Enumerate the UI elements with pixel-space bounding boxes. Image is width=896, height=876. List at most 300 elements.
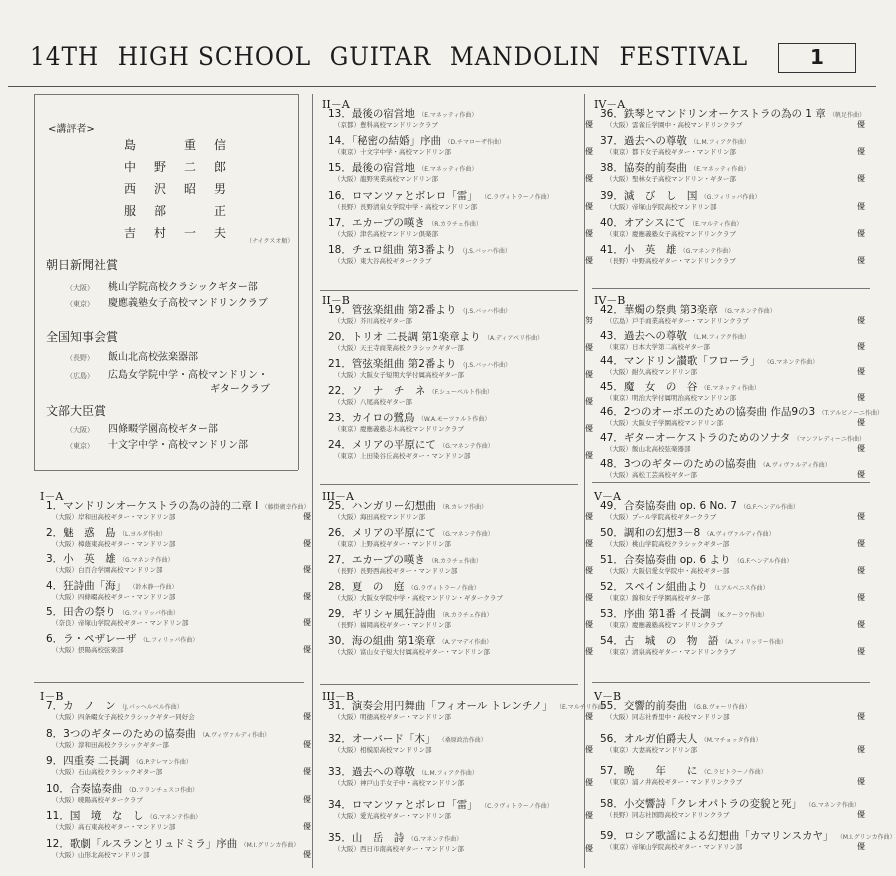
item-group-line bbox=[600, 343, 865, 351]
item-group-line bbox=[600, 567, 865, 575]
header bbox=[0, 0, 886, 82]
performing-group: （東京）浦ノ井高校ギター・マンドリンクラブ bbox=[606, 778, 743, 786]
program-item bbox=[328, 304, 593, 330]
rank-badge: 優 bbox=[585, 201, 593, 211]
composer: （C.ラヴィトラーノ作曲） bbox=[481, 193, 553, 201]
performing-group: （東京）清泉高校ギター・マンドリンクラブ bbox=[606, 648, 736, 656]
rank-badge: 優 bbox=[585, 174, 593, 184]
program-item bbox=[600, 700, 865, 726]
item-title-line bbox=[600, 190, 865, 203]
item-title-line bbox=[600, 765, 865, 778]
judges-note: （ナイクスオ順） bbox=[246, 238, 294, 245]
item-title-line bbox=[600, 700, 865, 713]
piece-title: 14．「秘密の結婚」序曲 bbox=[328, 135, 442, 148]
piece-title: 20．トリオ 二長調 第1楽章より bbox=[328, 331, 481, 343]
section-label: II－A bbox=[322, 98, 350, 111]
performing-group: （大阪）樟蔭東高校ギター・マンドリン部 bbox=[52, 539, 176, 548]
rank-badge: 優 bbox=[857, 228, 865, 238]
award-school: 広島女学院中学・高校マンドリン・ bbox=[108, 370, 268, 381]
item-title-line bbox=[328, 766, 593, 779]
performing-group: （東京）都下女子高校ギター・マンドリン部 bbox=[606, 148, 736, 157]
performing-group: （奈良）帝塚山学院高校ギター・マンドリン部 bbox=[52, 619, 189, 627]
item-title-line bbox=[46, 553, 311, 566]
piece-title: 22．ソ ナ チ ネ bbox=[328, 385, 426, 397]
item-title-line bbox=[328, 108, 593, 121]
rank-badge: 優 bbox=[857, 392, 865, 402]
performing-group: （東京）上田染谷丘高校ギター・マンドリン部 bbox=[334, 452, 471, 460]
composer: （J.S.バッハ作曲） bbox=[459, 308, 512, 315]
performing-group: （大阪）飯山北高校弦楽器部 bbox=[606, 445, 691, 453]
rank-badge: 優 bbox=[303, 739, 311, 749]
performing-group: （大阪）大阪女子短期大学付属高校ギター部 bbox=[334, 371, 464, 379]
performing-group: （大阪）大阪信愛女学院中・高校ギター部 bbox=[606, 567, 730, 575]
item-title-line bbox=[600, 304, 865, 317]
item-group-line bbox=[328, 148, 593, 156]
program-item bbox=[328, 581, 593, 607]
award-entry bbox=[66, 348, 198, 363]
item-group-line bbox=[600, 148, 865, 156]
award-school: 飯山北高校弦楽器部 bbox=[108, 352, 198, 363]
program-item bbox=[328, 554, 593, 580]
item-group-line bbox=[46, 619, 311, 627]
piece-title: 53．序曲 第1番 イ長調 bbox=[600, 608, 711, 620]
piece-title: 26．メリアの平原にて bbox=[328, 527, 436, 539]
piece-title: 38．協奏的前奏曲 bbox=[600, 162, 687, 175]
composer: （E.マネッティ作曲） bbox=[700, 384, 760, 392]
item-title-line bbox=[328, 217, 593, 230]
piece-title: 35．山 岳 詩 bbox=[328, 832, 405, 844]
program-item bbox=[328, 527, 593, 553]
program-item bbox=[600, 581, 865, 607]
item-group-line bbox=[328, 713, 593, 721]
performing-group: （大阪）耐久高校マンドリン部 bbox=[606, 368, 697, 377]
rank-badge: 優 bbox=[303, 538, 311, 548]
item-title-line bbox=[600, 162, 865, 175]
performing-group: （東京）錦和女子学園高校ギター部 bbox=[606, 594, 710, 602]
piece-title: 39．滅 び し 国 bbox=[600, 189, 698, 202]
program-item bbox=[328, 190, 593, 216]
piece-title: 28．夏 の 庭 bbox=[328, 581, 405, 593]
item-group-line bbox=[328, 845, 593, 853]
rank-badge: 優 bbox=[585, 228, 593, 238]
rank-badge: 優 bbox=[585, 120, 593, 129]
piece-title: 25．ハンガリー幻想曲 bbox=[328, 500, 436, 512]
item-group-line bbox=[600, 203, 865, 211]
section-divider bbox=[320, 684, 578, 685]
title-word: GUITAR bbox=[329, 42, 432, 71]
title-word: HIGH SCHOOL bbox=[117, 42, 312, 71]
composer: （I.アルベニス作曲） bbox=[711, 585, 769, 592]
program-item bbox=[328, 500, 593, 526]
program-item bbox=[600, 608, 865, 634]
piece-title: 32．オーバード「木」 bbox=[328, 733, 436, 745]
rank-badge: 優 bbox=[857, 341, 865, 351]
composer: （G.フィリッパ作曲） bbox=[700, 193, 761, 201]
judge-name: 西沢昭男 bbox=[124, 182, 245, 196]
item-group-line bbox=[328, 594, 593, 602]
section-label: V－A bbox=[594, 490, 621, 503]
item-group-line bbox=[600, 811, 865, 819]
award-entry bbox=[66, 366, 268, 381]
composer: （J.S.バッハ作曲） bbox=[459, 362, 512, 369]
composer: （T.アルビノーニ作曲） bbox=[818, 410, 883, 418]
program-item bbox=[328, 439, 593, 465]
composer: （マンフレディーニ作曲） bbox=[793, 436, 866, 443]
program-item bbox=[600, 406, 883, 432]
program-item bbox=[600, 190, 865, 216]
item-title-line bbox=[600, 581, 865, 594]
composer: （鈴木静一作曲） bbox=[129, 583, 178, 591]
rank-badge: 優 bbox=[857, 418, 865, 428]
composer: （J.パッヘルベル作曲） bbox=[119, 704, 183, 711]
section-label: III－A bbox=[322, 490, 354, 503]
composer: （L.ヨルダ作曲） bbox=[119, 530, 167, 538]
section-divider bbox=[320, 484, 578, 485]
piece-title: 8．3つのギターのための協奏曲 bbox=[46, 727, 196, 740]
program-item bbox=[600, 432, 865, 458]
composer: （J.S.バッハ作曲） bbox=[459, 248, 511, 255]
item-group-line bbox=[600, 317, 865, 325]
item-group-line bbox=[600, 471, 865, 479]
item-title-line bbox=[600, 108, 865, 121]
performing-group: （大阪）四條畷高校ギター・マンドリン部 bbox=[52, 592, 176, 601]
item-group-line bbox=[328, 121, 593, 129]
rank-badge: 優 bbox=[857, 842, 865, 851]
performing-group: （長野）長野西高校ギター・マンドリン部 bbox=[334, 567, 458, 575]
item-group-line bbox=[600, 513, 865, 521]
rank-badge: 優 bbox=[303, 618, 311, 627]
performing-group: （大阪）淳和田高校クラシックギター部 bbox=[52, 740, 169, 749]
piece-title: 49．合奏協奏曲 op. 6 No. 7 bbox=[600, 500, 737, 512]
item-title-line bbox=[600, 830, 896, 843]
rank-badge: 優 bbox=[857, 777, 865, 786]
program-item bbox=[600, 554, 865, 580]
composer: （G.F.ヘンデル作曲） bbox=[733, 558, 793, 565]
performing-group: （大阪）東大谷高校ギタークラブ bbox=[334, 257, 432, 265]
piece-title: 41．小 英 雄 bbox=[600, 244, 677, 256]
piece-title: 11．国 境 な し bbox=[46, 810, 144, 822]
composer: （桑原政治作曲） bbox=[438, 737, 487, 744]
program-item bbox=[600, 798, 865, 824]
rank-badge: 優 bbox=[857, 316, 865, 325]
piece-title: 50．調和の幻想3－8 bbox=[600, 527, 701, 539]
performing-group: （大阪）同志社香里中・高校マンドリン部 bbox=[606, 713, 730, 721]
title-word: FESTIVAL bbox=[619, 42, 749, 71]
performing-group: （大阪）龍野実業高校マンドリン部 bbox=[334, 175, 438, 184]
composer: （E.マネッティ作曲） bbox=[690, 166, 750, 174]
item-group-line bbox=[46, 768, 311, 776]
program-item bbox=[328, 733, 593, 759]
rank-badge: 優 bbox=[585, 593, 593, 602]
rank-badge: 優 bbox=[303, 565, 311, 574]
performing-group: （大阪）四条畷女子高校クラシックギター同好会 bbox=[52, 713, 195, 721]
rank-badge: 優 bbox=[585, 620, 593, 629]
piece-title: 44．マンドリン讃歌「フローラ」 bbox=[600, 355, 761, 368]
item-title-line bbox=[600, 608, 865, 621]
judges-box-left bbox=[34, 94, 35, 470]
piece-title: 27．エカーブの嘆き bbox=[328, 554, 425, 566]
performing-group: （大阪）高松工芸高校ギター部 bbox=[606, 470, 697, 479]
program-item bbox=[328, 331, 593, 357]
performing-group: （大阪）神戸山手女子中・高校マンドリン部 bbox=[334, 779, 464, 787]
item-title-line bbox=[46, 810, 311, 823]
piece-title: 54．古 城 の 物 語 bbox=[600, 635, 719, 647]
program-item bbox=[328, 385, 593, 411]
program-item bbox=[328, 108, 593, 134]
composer: （G.マネンテ作曲） bbox=[763, 359, 819, 367]
item-group-line bbox=[328, 452, 593, 460]
item-group-line bbox=[328, 175, 593, 183]
composer: （L.M.フィアク作曲） bbox=[690, 139, 750, 147]
composer: （R.カラチェ作曲） bbox=[439, 612, 493, 619]
performing-group: （大阪）聖林女子高校マンドリン・ギター部 bbox=[606, 175, 736, 184]
item-group-line bbox=[600, 746, 865, 754]
item-title-line bbox=[46, 633, 311, 646]
item-group-line bbox=[46, 796, 311, 804]
piece-title: 45．魔 女 の 谷 bbox=[600, 380, 698, 393]
title-word: MANDOLIN bbox=[449, 42, 601, 71]
performing-group: （大阪）山形北高校マンドリン部 bbox=[52, 850, 150, 859]
item-title-line bbox=[600, 406, 883, 419]
item-group-line bbox=[328, 317, 593, 325]
item-title-line bbox=[46, 783, 311, 796]
judge-name: 服部 正 bbox=[124, 204, 245, 218]
rank-badge: 優 bbox=[857, 120, 865, 129]
composer: （A.フィリッリー作曲） bbox=[721, 639, 787, 646]
award-title: 朝日新聞社賞 bbox=[46, 258, 119, 272]
item-group-line bbox=[328, 425, 593, 433]
composer: （G.マネンテ作曲） bbox=[805, 801, 860, 809]
rank-badge: 優 bbox=[857, 469, 865, 479]
rank-badge: 優 bbox=[303, 512, 311, 521]
item-group-line bbox=[46, 513, 311, 521]
item-title-line bbox=[328, 162, 593, 175]
rank-badge: 努 bbox=[585, 316, 593, 325]
item-group-line bbox=[328, 567, 593, 575]
item-title-line bbox=[600, 733, 865, 746]
item-title-line bbox=[328, 135, 593, 148]
program-item bbox=[328, 766, 593, 792]
item-group-line bbox=[328, 398, 593, 406]
award-title: 全国知事会賞 bbox=[46, 330, 119, 344]
composer: （F.シューベルト作曲） bbox=[428, 389, 493, 396]
item-group-line bbox=[328, 648, 593, 656]
award-school: 慶應義塾女子高校マンドリンクラブ bbox=[108, 298, 268, 309]
rank-badge: 優 bbox=[585, 712, 593, 721]
program-item bbox=[600, 108, 865, 134]
piece-title: 34．ロマンツァとボレロ「雷」 bbox=[328, 799, 478, 811]
region-tag: （大阪） bbox=[66, 284, 94, 292]
performing-group: （大阪）摂陽高校弦楽部 bbox=[52, 645, 124, 654]
rank-badge: 優 bbox=[303, 644, 311, 654]
award-entry bbox=[210, 380, 270, 395]
piece-title: 52．スペイン組曲より bbox=[600, 581, 708, 593]
item-title-line bbox=[46, 700, 311, 713]
piece-title: 36．鉄琴とマンドリンオーケストラの為の 1 章 bbox=[600, 108, 826, 120]
performing-group: （大阪）高石東高校ギター・マンドリン部 bbox=[52, 823, 176, 831]
title-word: 14TH bbox=[30, 42, 100, 71]
item-group-line bbox=[600, 648, 865, 656]
region-tag: （長野） bbox=[66, 354, 94, 362]
award-school: 桃山学院高校クラシックギター部 bbox=[108, 282, 258, 293]
composer: （G.F.ヘンデル作曲） bbox=[740, 504, 799, 511]
rank-badge: 優 bbox=[857, 147, 865, 157]
program-item bbox=[46, 580, 311, 606]
performing-group: （大阪）石山高校クラシックギター部 bbox=[52, 768, 163, 776]
program-item bbox=[46, 783, 311, 809]
rank-badge: 優 bbox=[303, 794, 311, 804]
program-item bbox=[46, 633, 311, 659]
performing-group: （長野）福岡高校ギター・マンドリン部 bbox=[334, 621, 451, 629]
composer: （L.M.フィアク作曲） bbox=[418, 770, 478, 777]
item-group-line bbox=[46, 566, 311, 574]
performing-group: （大阪）愛光高校ギター・マンドリン部 bbox=[334, 812, 451, 820]
rank-badge: 優 bbox=[857, 809, 865, 819]
composer: （A.アマデイ作曲） bbox=[438, 639, 493, 646]
program-item bbox=[600, 458, 865, 484]
piece-title: 1．マンドリンオーケストラの為の詩的二章 I bbox=[46, 500, 259, 512]
item-group-line bbox=[600, 230, 865, 238]
composer: （L.M.フィアク作曲） bbox=[690, 333, 750, 341]
section-label: I－B bbox=[40, 690, 64, 703]
composer: （M.マチョッタ作曲） bbox=[700, 736, 762, 744]
judge-name: 島 重信 bbox=[124, 138, 245, 152]
performing-group: （大阪）大阪女学院中学・高校マンドリン・ギタークラブ bbox=[334, 594, 503, 602]
piece-title: 30．海の組曲 第1楽章 bbox=[328, 635, 436, 647]
composer: （G.マネンテ作曲） bbox=[721, 308, 776, 315]
item-title-line bbox=[46, 838, 311, 851]
composer: （G.マネンテ作曲） bbox=[146, 814, 202, 821]
item-group-line bbox=[328, 344, 593, 352]
rank-badge: 優 bbox=[585, 451, 593, 460]
composer: （R.カラチェ作曲） bbox=[428, 220, 482, 228]
performing-group: （東京）慶應義塾高校マンドリンクラブ bbox=[606, 621, 723, 629]
item-title-line bbox=[328, 733, 593, 746]
piece-title: 6．ラ・ペザレーザ bbox=[46, 632, 137, 645]
piece-title: 12．歌劇「ルスランとリュドミラ」序曲 bbox=[46, 837, 238, 850]
rank-badge: 優 bbox=[585, 539, 593, 548]
item-title-line bbox=[600, 458, 865, 471]
composer: （M.I.グリンカ作曲） bbox=[836, 834, 896, 841]
rank-badge: 優 bbox=[857, 744, 865, 754]
item-group-line bbox=[46, 540, 311, 548]
rank-badge: 優 bbox=[585, 147, 593, 157]
piece-title: 13．最後の宿営地 bbox=[328, 108, 415, 120]
item-title-line bbox=[46, 755, 311, 768]
performing-group: （大阪）西日市南高校ギター・マンドリン部 bbox=[334, 845, 464, 853]
piece-title: 42．華燭の祭典 第3楽章 bbox=[600, 304, 718, 316]
region-tag: （東京） bbox=[66, 442, 94, 450]
section-label: IV－A bbox=[594, 98, 626, 111]
program-item bbox=[600, 500, 865, 526]
rank-badge: 優 bbox=[585, 647, 593, 656]
rank-badge: 優 bbox=[857, 444, 865, 453]
composer: （K.クーラウ作曲） bbox=[714, 612, 768, 619]
piece-title: 51．合奏協奏曲 op. 6 より bbox=[600, 554, 731, 566]
program-item bbox=[328, 799, 593, 825]
piece-title: 4．狂詩曲「海」 bbox=[46, 579, 127, 592]
performing-group: （長野）長野清泉女学院中学・高校マンドリン部 bbox=[334, 202, 477, 211]
section-divider bbox=[592, 682, 870, 683]
item-group-line bbox=[328, 230, 593, 238]
program-item bbox=[600, 217, 865, 243]
piece-title: 23．カイロの鷺鳥 bbox=[328, 412, 415, 424]
program-item bbox=[600, 733, 865, 759]
item-group-line bbox=[600, 778, 865, 786]
performing-group: （大阪）岸和田高校ギター・マンドリン部 bbox=[52, 513, 176, 521]
composer: （C.ラヴィトラーノ作曲） bbox=[481, 803, 553, 810]
program-item bbox=[328, 135, 593, 161]
item-group-line bbox=[600, 621, 865, 629]
item-group-line bbox=[600, 394, 865, 402]
program-item bbox=[46, 755, 311, 781]
composer: （G.フィリッパ作曲） bbox=[119, 610, 179, 617]
rank-badge: 優 bbox=[303, 591, 311, 601]
performing-group: （大阪）白百合学園高校マンドリン部 bbox=[52, 566, 163, 574]
item-title-line bbox=[328, 700, 610, 713]
composer: （G.ラヴィトラーノ作曲） bbox=[407, 585, 480, 592]
piece-title: 2．魅 惑 島 bbox=[46, 526, 116, 539]
item-title-line bbox=[328, 608, 593, 621]
composer: （E.マルチリ作曲） bbox=[556, 704, 610, 711]
program-item bbox=[600, 381, 865, 407]
program-item bbox=[600, 135, 865, 161]
item-group-line bbox=[600, 594, 865, 602]
piece-title: 46．2つのオーボエのための協奏曲 作品9の3 bbox=[600, 406, 816, 419]
item-title-line bbox=[600, 330, 865, 343]
rank-badge: 優 bbox=[303, 849, 311, 859]
item-title-line bbox=[600, 554, 865, 567]
composer: （L.フィリッパ作曲） bbox=[139, 636, 199, 644]
performing-group: （大阪）天王寺商業高校クラシックギター部 bbox=[334, 344, 464, 352]
piece-title: 5．田舎の祭り bbox=[46, 606, 116, 618]
performing-group: （長野）中野高校ギター・マンドリンクラブ bbox=[606, 257, 736, 265]
piece-title: 24．メリアの平原にて bbox=[328, 439, 436, 451]
item-title-line bbox=[46, 527, 311, 540]
performing-group: （大阪）帝塚山学院高校マンドリン部 bbox=[606, 202, 717, 211]
composer: （G.マネンテ作曲） bbox=[679, 248, 735, 255]
piece-title: 15．最後の宿営地 bbox=[328, 162, 415, 175]
program-item bbox=[328, 700, 610, 726]
item-title-line bbox=[600, 635, 865, 648]
festival-title bbox=[30, 42, 767, 71]
composer: （R.カレフ作曲） bbox=[439, 504, 488, 511]
rank-badge: 優 bbox=[585, 811, 593, 820]
program-item bbox=[328, 162, 593, 188]
performing-group: （東京）十文字中学・高校マンドリン部 bbox=[334, 148, 451, 157]
item-group-line bbox=[328, 540, 593, 548]
composer: （M.I.グリンカ作曲） bbox=[240, 841, 300, 849]
item-title-line bbox=[328, 244, 593, 257]
section-divider bbox=[320, 290, 578, 291]
rank-badge: 優 bbox=[303, 712, 311, 721]
composer: （A.ヴィヴァルディ作曲） bbox=[703, 531, 775, 538]
program-item bbox=[600, 635, 865, 661]
item-group-line bbox=[46, 741, 311, 749]
program-item bbox=[600, 244, 865, 270]
piece-title: 40．オアシスにて bbox=[600, 216, 686, 229]
item-title-line bbox=[600, 527, 865, 540]
item-title-line bbox=[328, 554, 593, 567]
performing-group: （東京）日本大学第二高校ギター部 bbox=[606, 342, 710, 351]
performing-group: （東京）上野高校ギター・マンドリン部 bbox=[334, 540, 451, 548]
award-school: 十文字中学・高校マンドリン部 bbox=[108, 440, 248, 451]
composer: （G.マネンテ作曲） bbox=[407, 836, 463, 843]
item-title-line bbox=[328, 385, 593, 398]
item-title-line bbox=[328, 527, 593, 540]
rank-badge: 優 bbox=[585, 745, 593, 754]
performing-group: （大阪）相模原高校マンドリン部 bbox=[334, 746, 432, 754]
